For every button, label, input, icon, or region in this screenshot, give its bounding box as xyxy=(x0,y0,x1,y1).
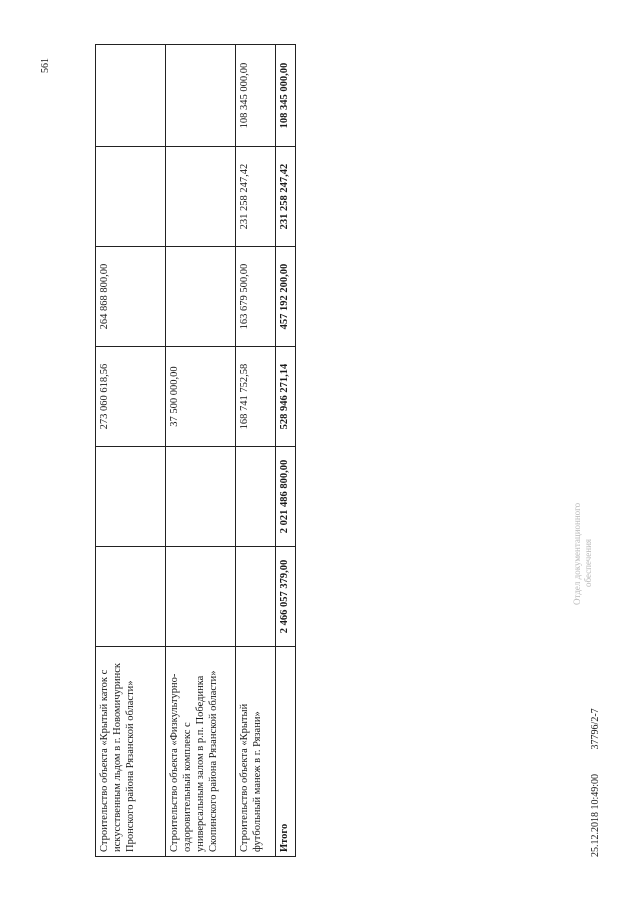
registry-watermark xyxy=(572,503,594,605)
value-cell xyxy=(166,45,236,147)
value-cell xyxy=(166,447,236,547)
total-value-cell: 457 192 200,00 xyxy=(276,247,296,347)
value-cell xyxy=(96,45,166,147)
value-cell xyxy=(166,547,236,647)
value-cell: 37 500 000,00 xyxy=(166,347,236,447)
value-cell: 168 741 752,58 xyxy=(236,347,276,447)
value-cell xyxy=(96,547,166,647)
table-row xyxy=(96,45,166,857)
total-row xyxy=(276,45,296,857)
value-cell xyxy=(166,147,236,247)
total-value-cell: 231 258 247,42 xyxy=(276,147,296,247)
watermark-line: Отдел документационного xyxy=(572,502,582,605)
value-cell xyxy=(166,247,236,347)
total-value-cell: 2 021 486 800,00 xyxy=(276,447,296,547)
registration-stamp xyxy=(590,686,601,857)
value-cell: 163 679 500,00 xyxy=(236,247,276,347)
value-cell: 108 345 000,00 xyxy=(236,45,276,147)
value-cell xyxy=(96,147,166,247)
page-number: 561 xyxy=(40,58,51,73)
value-cell xyxy=(236,547,276,647)
total-value-cell: 2 466 057 379,00 xyxy=(276,547,296,647)
value-cell: 273 060 618,56 xyxy=(96,347,166,447)
total-value-cell: 108 345 000,00 xyxy=(276,45,296,147)
total-label: Итого xyxy=(276,647,296,857)
value-cell: 264 868 800,00 xyxy=(96,247,166,347)
table-row xyxy=(166,45,236,857)
registration-datetime: 25.12.2018 10:49:00 xyxy=(590,773,601,857)
registration-doc-id: 37796/2-7 xyxy=(590,708,601,750)
row-name-cell: Строительство объекта «Крытый каток с искусственным льдом в г. Новомичуринск Пронского района Рязанской области» xyxy=(96,647,166,857)
row-name-cell: Строительство объекта «Физкультурно-оздоровительный комплекс с универсальным залом в р.п. Побединка Скопинского района Рязанской области» xyxy=(166,647,236,857)
row-name-cell: Строительство объекта «Крытый футбольный манеж в г. Рязани» xyxy=(236,647,276,857)
budget-table xyxy=(95,44,296,857)
total-value-cell: 528 946 271,14 xyxy=(276,347,296,447)
table-row xyxy=(236,45,276,857)
value-cell xyxy=(96,447,166,547)
watermark-line: обеспечения xyxy=(583,538,593,587)
value-cell: 231 258 247,42 xyxy=(236,147,276,247)
value-cell xyxy=(236,447,276,547)
